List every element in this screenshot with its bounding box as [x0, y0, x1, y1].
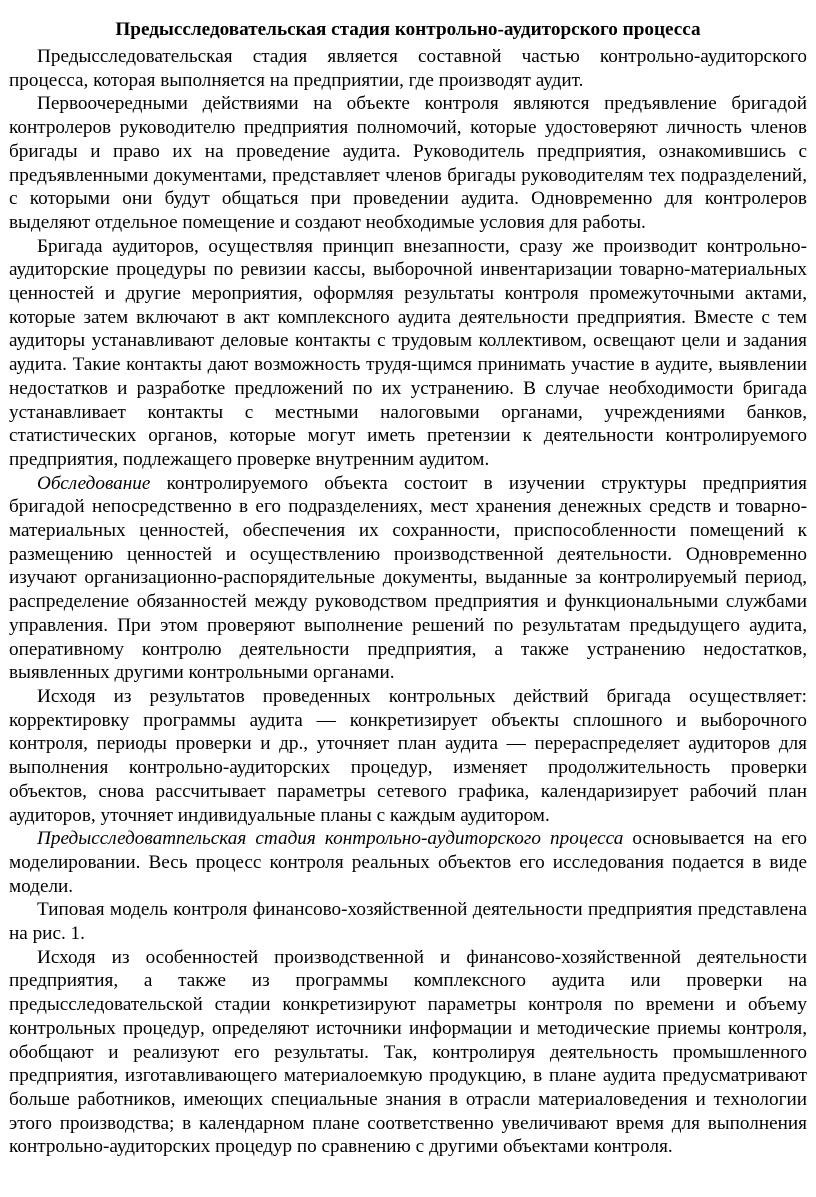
- paragraph-text: Первоочередными действиями на объекте контроля являются предъявление бригадой контролеров руководителю предприятия полномочий, которые удостоверяют личность членов бригады и право их на проведение аудита. Руководитель предприятия, ознакомившись с предъявленными документами, представляет членов бригады руководителям тех подразделений, с которыми они будут общаться при проведении аудита. Одновременно для контролеров выделяют отдельное помещение и создают необходимые условия для работы.: [9, 93, 807, 233]
- paragraph-text: Исходя из результатов проведенных контрольных действий бригада осуществляет: корректировку программы аудита — конкретизирует объекты сплошного и выборочного контроля, периоды проверки и др., уточняет план аудита — перераспределяет аудиторов для выполнения контрольно-аудиторских процедур, изменяет продолжительность проверки объектов, снова рассчитывает параметры сетевого графика, календаризирует рабочий план аудиторов, уточняет индивидуальные планы с каждым аудитором.: [9, 685, 807, 826]
- paragraph-text: контролируемого объекта состоит в изучении структуры предприятия бригадой непосредственно в его подразделениях, мест хранения денежных средств и товарно-материальных ценностей, обеспечения их сохранности, приспособленности помещений к размещению ценностей и осуществлению производственной деятельности. Одновременно изучают организационно-распорядительные документы, выданные за контролируемый период, распределение обязанностей между руководством предприятия и функциональными службами управления. При этом проверяют выполнение решений по результатам предыдущего аудита, оперативному контролю деятельности предприятия, а также устранению недостатков, выявленных другими контрольными органами.: [9, 472, 807, 684]
- paragraph-modeling: [9, 827, 807, 898]
- paragraph-lead-italic: Предысследоватпельская стадия контрольно-аудиторского процесса: [37, 828, 624, 850]
- paragraph-parameters: [9, 946, 807, 1159]
- paragraph-text: Предысследовательская стадия является составной частью контрольно-аудиторского процесса, которая выполняется на предприятии, где производят аудит.: [9, 46, 807, 91]
- paragraph-lead-italic: Обследование: [37, 472, 151, 494]
- paragraph-text: основывается на его моделировании. Весь процесс контроля реальных объектов его исследования подается в виде модели.: [9, 828, 807, 897]
- paragraph-first-actions: [9, 92, 807, 234]
- paragraph-model-reference: [9, 898, 807, 945]
- paragraph-text: Исходя из особенностей производственной и финансово-хозяйственной деятельности предприятия, а также из программы комплексного аудита или проверки на предысследовательской стадии конкретизируют параметры контроля по времени и объему контрольных процедур, определяют источники информации и методические приемы контроля, обобщают и реализуют его результаты. Так, контролируя деятельность промышленного предприятия, изготавливающего материалоемкую продукцию, в плане аудита предусматривают больше работников, имеющих специальные знания в отрасли материаловедения и технологии этого производства; в календарном плане соответственно увеличивают время для выполнения контрольно-аудиторских процедур по сравнению с другими объектами контроля.: [9, 946, 807, 1158]
- paragraph-audit-team: [9, 235, 807, 472]
- paragraph-text: Типовая модель контроля финансово-хозяйственной деятельности предприятия представлена на рис. 1.: [9, 899, 807, 945]
- paragraph-results: [9, 685, 807, 827]
- paragraph-text: Бригада аудиторов, осуществляя принцип внезапности, сразу же производит контрольно-аудиторские процедуры по ревизии кассы, выборочной инвентаризации товарно-материальных ценностей и другие мероприятия, оформляя результаты контроля промежуточными актами, которые затем включают в акт комплексного аудита деятельности предприятия. Вместе с тем аудиторы устанавливают деловые контакты с трудовым коллективом, освещают цели и задания аудита. Такие контакты дают возможность трудя-щимся принимать участие в аудите, выявлении недостатков и разработке предложений по их устранению. В случае необходимости бригада устанавливает контакты с местными налоговыми органами, учреждениями банков, статистических органов, которые могут иметь претензии к деятельности контролируемого предприятия, подлежащего проверке внутренним аудитом.: [9, 235, 807, 470]
- paragraph-inspection: [9, 472, 807, 685]
- document-title: Предысследовательская стадия контрольно-аудиторского процесса: [115, 19, 701, 40]
- paragraph-intro: [9, 45, 807, 92]
